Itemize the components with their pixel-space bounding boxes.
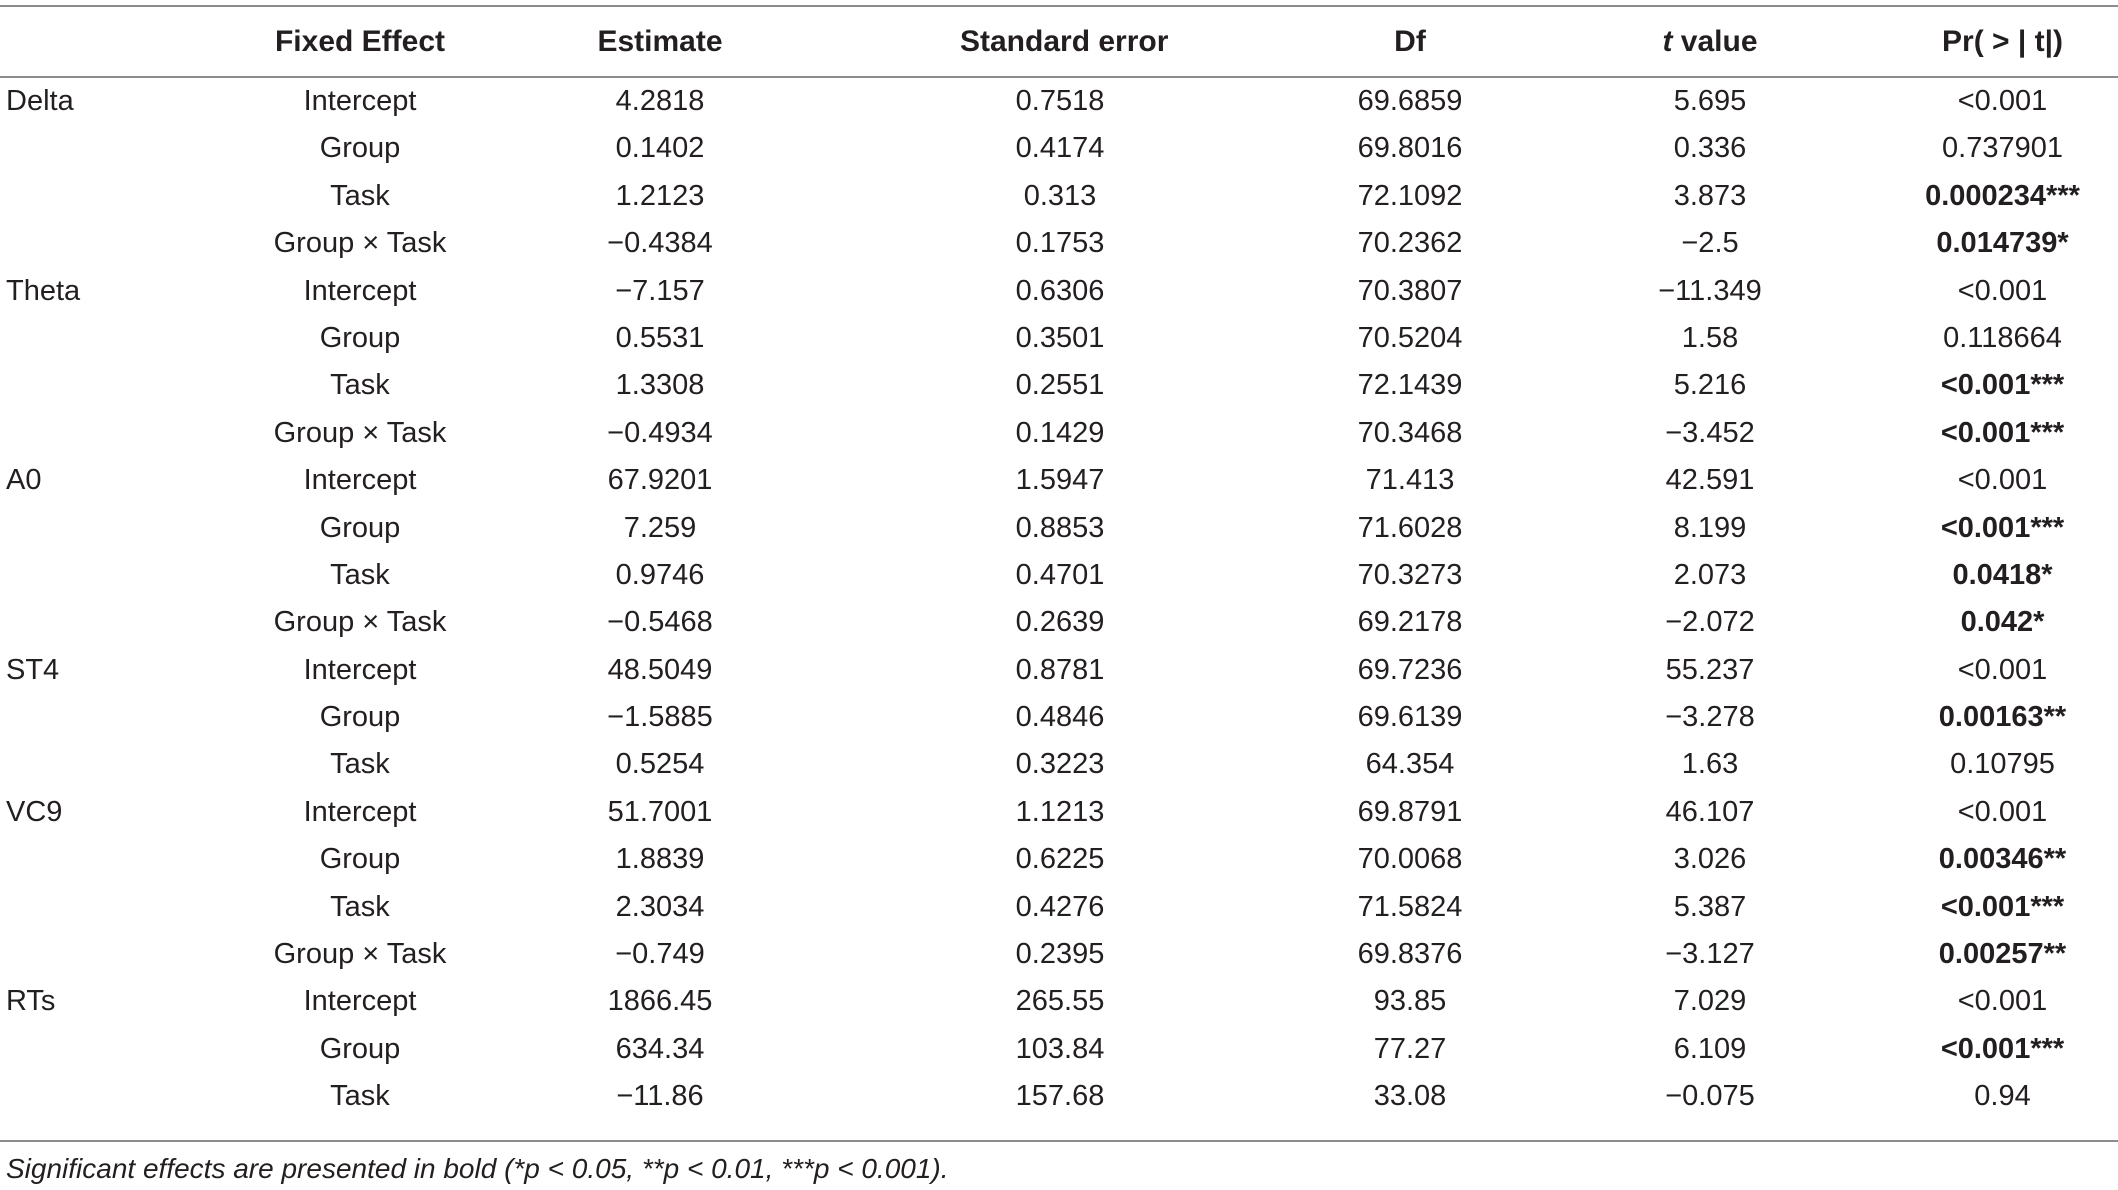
cell-standard-error: 0.4701	[1015, 558, 1105, 591]
cell-df: 69.6139	[1357, 701, 1463, 734]
cell-estimate: −11.86	[616, 1080, 704, 1113]
cell-t-value: −0.075	[1665, 1080, 1755, 1113]
cell-df: 33.08	[1373, 1080, 1447, 1113]
cell-fixed-effect: Task	[330, 890, 390, 923]
cell-p-value: <0.001***	[1940, 511, 2065, 544]
table-row	[0, 220, 2118, 267]
cell-t-value: 3.873	[1673, 179, 1747, 212]
cell-df: 72.1092	[1357, 179, 1463, 212]
cell-fixed-effect: Task	[330, 1080, 390, 1113]
cell-fixed-effect: Intercept	[303, 464, 417, 497]
cell-fixed-effect: Group	[319, 1032, 401, 1065]
header-p-value: Pr( > | t|)	[1942, 25, 2063, 58]
cell-estimate: 1866.45	[607, 985, 713, 1018]
cell-variable: Delta	[6, 85, 74, 117]
table-row	[0, 315, 2118, 362]
table-row	[0, 457, 2118, 504]
cell-df: 69.6859	[1357, 85, 1463, 117]
cell-p-value: <0.001***	[1940, 1032, 2065, 1065]
cell-df: 70.5204	[1357, 321, 1463, 354]
cell-p-value: 0.014739*	[1936, 227, 2069, 260]
cell-fixed-effect: Group	[319, 701, 401, 734]
cell-p-value: 0.10795	[1950, 748, 2055, 781]
cell-standard-error: 0.1429	[1015, 416, 1105, 449]
cell-fixed-effect: Intercept	[303, 795, 417, 828]
cell-df: 71.5824	[1357, 890, 1463, 923]
cell-t-value: 5.387	[1673, 890, 1747, 923]
cell-fixed-effect: Intercept	[303, 653, 417, 686]
cell-t-value: 1.63	[1681, 748, 1739, 781]
cell-variable: ST4	[6, 653, 60, 686]
cell-standard-error: 1.1213	[1015, 795, 1105, 828]
cell-df: 70.0068	[1357, 843, 1463, 876]
cell-estimate: 2.3034	[615, 890, 705, 923]
cell-standard-error: 0.3501	[1015, 321, 1105, 354]
cell-standard-error: 0.4276	[1015, 890, 1105, 923]
cell-estimate: 7.259	[623, 511, 697, 544]
cell-standard-error: 103.84	[1015, 1032, 1105, 1065]
cell-estimate: 634.34	[615, 1032, 705, 1065]
cell-standard-error: 157.68	[1015, 1080, 1105, 1113]
cell-t-value: 5.695	[1673, 85, 1747, 117]
cell-fixed-effect: Group × Task	[273, 227, 447, 260]
cell-df: 69.8791	[1357, 795, 1463, 828]
table-row	[0, 173, 2118, 220]
cell-estimate: 67.9201	[607, 464, 713, 497]
cell-df: 70.3468	[1357, 416, 1463, 449]
cell-p-value: <0.001	[1957, 464, 2048, 497]
cell-fixed-effect: Group	[319, 843, 401, 876]
cell-t-value: 55.237	[1665, 653, 1755, 686]
table-row	[0, 599, 2118, 646]
cell-estimate: −1.5885	[607, 701, 713, 734]
cell-p-value: 0.00346**	[1938, 843, 2067, 876]
cell-df: 77.27	[1373, 1032, 1447, 1065]
cell-df: 69.8376	[1357, 938, 1463, 971]
cell-t-value: 6.109	[1673, 1032, 1747, 1065]
header-df: Df	[1394, 25, 1426, 58]
cell-p-value: 0.737901	[1942, 132, 2063, 165]
cell-df: 69.2178	[1357, 606, 1463, 639]
cell-df: 71.413	[1365, 464, 1455, 497]
cell-fixed-effect: Group × Task	[273, 606, 447, 639]
table-row	[0, 1073, 2118, 1120]
cell-t-value: 2.073	[1673, 558, 1747, 591]
cell-fixed-effect: Group	[319, 511, 401, 544]
table-row	[0, 978, 2118, 1025]
header-t-value	[1610, 7, 1810, 76]
cell-p-value: <0.001	[1957, 985, 2048, 1018]
header-fixed-effect: Fixed Effect	[274, 25, 446, 58]
cell-df: 69.8016	[1357, 132, 1463, 165]
table-row	[0, 268, 2118, 315]
cell-fixed-effect: Intercept	[303, 985, 417, 1018]
cell-estimate: 48.5049	[607, 653, 713, 686]
table-header-row	[0, 7, 2118, 76]
cell-df: 71.6028	[1357, 511, 1463, 544]
cell-variable: Theta	[6, 274, 81, 307]
cell-p-value: 0.94	[1974, 1080, 2031, 1113]
table-row	[0, 125, 2118, 172]
cell-estimate: −0.4384	[607, 227, 713, 260]
cell-fixed-effect: Group × Task	[273, 938, 447, 971]
cell-fixed-effect: Task	[330, 179, 390, 212]
cell-p-value: 0.042*	[1960, 606, 2045, 639]
cell-t-value: −3.278	[1665, 701, 1755, 734]
table-footnote: Significant effects are presented in bold (*p < 0.05, **p < 0.01, ***p < 0.001).	[6, 1153, 949, 1184]
cell-estimate: −0.749	[615, 938, 705, 971]
cell-df: 70.3273	[1357, 558, 1463, 591]
cell-estimate: 0.9746	[615, 558, 705, 591]
cell-standard-error: 0.8781	[1015, 653, 1105, 686]
cell-t-value: 7.029	[1673, 985, 1747, 1018]
cell-standard-error: 0.8853	[1015, 511, 1105, 544]
cell-fixed-effect: Group	[319, 321, 401, 354]
cell-p-value: <0.001	[1957, 85, 2048, 117]
cell-standard-error: 0.6225	[1015, 843, 1105, 876]
cell-p-value: <0.001***	[1940, 416, 2065, 449]
cell-t-value: 46.107	[1665, 795, 1755, 828]
cell-p-value: <0.001***	[1940, 890, 2065, 923]
table-row	[0, 505, 2118, 552]
cell-standard-error: 0.7518	[1015, 85, 1105, 117]
cell-standard-error: 265.55	[1015, 985, 1105, 1018]
table-row	[0, 789, 2118, 836]
table-row	[0, 694, 2118, 741]
table-row	[0, 836, 2118, 883]
cell-standard-error: 0.3223	[1015, 748, 1105, 781]
cell-standard-error: 0.4846	[1015, 701, 1105, 734]
cell-standard-error: 0.1753	[1015, 227, 1105, 260]
cell-standard-error: 0.6306	[1015, 274, 1105, 307]
cell-standard-error: 0.313	[1023, 179, 1097, 212]
cell-df: 69.7236	[1357, 653, 1463, 686]
cell-standard-error: 0.4174	[1015, 132, 1105, 165]
cell-p-value: 0.0418*	[1952, 558, 2053, 591]
cell-fixed-effect: Group	[319, 132, 401, 165]
cell-t-value: 42.591	[1665, 464, 1755, 497]
cell-t-value: 1.58	[1681, 321, 1739, 354]
cell-t-value: −3.452	[1665, 416, 1755, 449]
cell-estimate: 1.3308	[615, 369, 705, 402]
cell-df: 72.1439	[1357, 369, 1463, 402]
table-row	[0, 884, 2118, 931]
header-estimate: Estimate	[597, 25, 723, 58]
cell-p-value: 0.00257**	[1938, 938, 2067, 971]
cell-df: 93.85	[1373, 985, 1447, 1018]
table-body	[0, 78, 2118, 1121]
table-row	[0, 552, 2118, 599]
cell-df: 70.2362	[1357, 227, 1463, 260]
table-bottom-rule	[0, 1140, 2118, 1142]
cell-variable: RTs	[6, 985, 56, 1018]
cell-t-value: 8.199	[1673, 511, 1747, 544]
header-t-italic: t	[1662, 25, 1673, 58]
cell-estimate: 0.1402	[615, 132, 705, 165]
cell-variable: A0	[6, 464, 42, 497]
cell-estimate: 1.2123	[615, 179, 705, 212]
cell-t-value: −3.127	[1665, 938, 1755, 971]
cell-p-value: 0.000234***	[1925, 179, 2080, 212]
cell-p-value: 0.00163**	[1938, 701, 2067, 734]
cell-p-value: <0.001	[1957, 653, 2048, 686]
cell-df: 70.3807	[1357, 274, 1463, 307]
cell-t-value: −11.349	[1658, 274, 1762, 307]
cell-df: 64.354	[1365, 748, 1455, 781]
cell-p-value: 0.118664	[1943, 321, 2062, 354]
header-standard-error: Standard error	[960, 25, 1169, 58]
cell-estimate: 4.2818	[615, 85, 705, 117]
cell-estimate: 0.5531	[615, 321, 705, 354]
cell-t-value: 0.336	[1673, 132, 1747, 165]
cell-standard-error: 0.2551	[1015, 369, 1105, 402]
cell-standard-error: 1.5947	[1015, 464, 1105, 497]
cell-fixed-effect: Intercept	[303, 85, 417, 117]
table-row	[0, 362, 2118, 409]
cell-fixed-effect: Task	[330, 558, 390, 591]
cell-standard-error: 0.2639	[1015, 606, 1105, 639]
table-row	[0, 741, 2118, 788]
cell-fixed-effect: Task	[330, 369, 390, 402]
cell-estimate: 0.5254	[615, 748, 705, 781]
cell-t-value: −2.5	[1681, 227, 1739, 260]
cell-estimate: 1.8839	[615, 843, 705, 876]
cell-t-value: 5.216	[1673, 369, 1747, 402]
table-row	[0, 931, 2118, 978]
header-t-rest: value	[1672, 25, 1758, 58]
cell-fixed-effect: Group × Task	[273, 416, 447, 449]
cell-p-value: <0.001***	[1940, 369, 2065, 402]
cell-t-value: −2.072	[1665, 606, 1755, 639]
cell-estimate: −0.4934	[607, 416, 713, 449]
cell-estimate: −0.5468	[607, 606, 713, 639]
cell-fixed-effect: Task	[330, 748, 390, 781]
cell-p-value: <0.001	[1957, 274, 2048, 307]
table-row	[0, 1026, 2118, 1073]
table-row	[0, 78, 2118, 125]
cell-standard-error: 0.2395	[1015, 938, 1105, 971]
table-row	[0, 647, 2118, 694]
cell-estimate: −7.157	[615, 274, 705, 307]
cell-fixed-effect: Intercept	[303, 274, 417, 307]
cell-variable: VC9	[6, 795, 63, 828]
cell-estimate: 51.7001	[607, 795, 713, 828]
table-row	[0, 410, 2118, 457]
cell-t-value: 3.026	[1673, 843, 1747, 876]
cell-p-value: <0.001	[1957, 795, 2048, 828]
